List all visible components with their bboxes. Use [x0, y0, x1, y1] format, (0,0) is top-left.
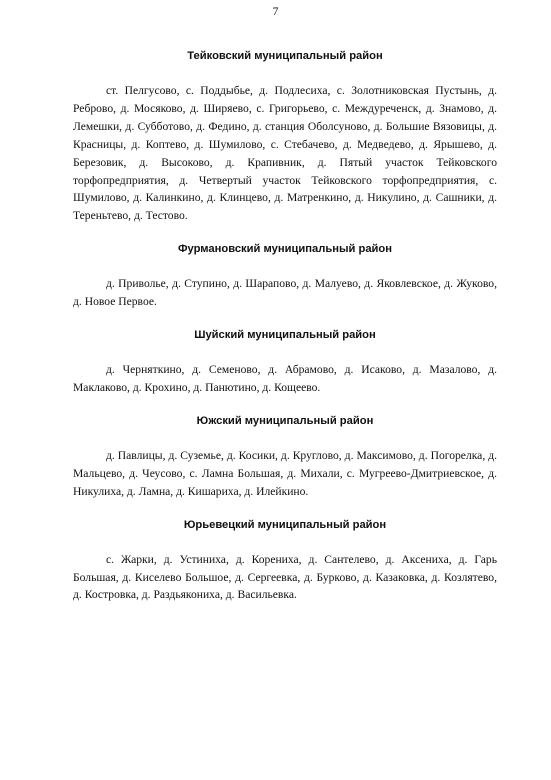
- section-paragraph: д. Черняткино, д. Семеново, д. Абрамово, д. Исаково, д. Мазалово, д. Маклаково, д. Крохино, д. Панютино, д. Кощеево.: [73, 363, 497, 394]
- section-yurievetsky: [73, 517, 497, 605]
- section-paragraph: д. Приволье, д. Ступино, д. Шарапово, д. Малуево, д. Яковлевское, д. Жуково, д. Новое Первое.: [73, 277, 497, 309]
- section-heading: Тейковский муниципальный район: [187, 50, 383, 62]
- section-paragraph: с. Жарки, д. Устиниха, д. Корениха, д. Сантелево, д. Аксениха, д. Гарь Большая, д. Киселево Большое, д. Сергеевка, д. Бурково, д. Казаковка, д. Козлятево, д. Костровка, д. Раздьякониха, д. Васильевка.: [73, 552, 497, 602]
- section-heading: Южский муниципальный район: [196, 414, 374, 427]
- section-teikovsky: [73, 48, 497, 225]
- page-content: [73, 48, 497, 604]
- section-furmanovsky: [73, 241, 497, 311]
- section-paragraph: д. Павлицы, д. Суземье, д. Косики, д. Круглово, д. Максимово, д. Погорелка, д. Мальцево, д. Чеусово, с. Ламна Большая, д. Михали, с. Мугреево-Дмитриевское, д. Никулиха, д. Ламна, д. Кишариха, д. Илейкино.: [73, 448, 497, 498]
- page-number: 7: [272, 6, 279, 18]
- section-yuzhsky: [73, 413, 497, 501]
- section-heading: Фурмановский муниципальный район: [177, 243, 393, 256]
- section-paragraph: ст. Пелгусово, с. Поддыбье, д. Подлесиха, с. Золотниковская Пустынь, д. Реброво, д. Мосяково, д. Ширяево, с. Григорьево, с. Междуреченск, д. Знамово, д. Лемешки, д. Субботово, д. Федино, д. станция Оболсуново, д. Большие Вязовицы, д. Красницы, д. Коптево, д. Шумилово, с. Стебачево, д. Медведево, д. Ярышево, д. Березовик, д. Высоково, д. Крапивник, д. Пятый участок Тейковского торфопредприятия, д. Четвертый участок Тейковского торфопредприятия, с. Шумилово, д. Калинкино, д. Клинцево, д. Матренкино, д. Никулино, д. Сашники, д. Тереньтево, д. Тестово.: [73, 84, 497, 223]
- section-heading: Юрьевецкий муниципальный район: [183, 518, 387, 531]
- section-heading: Шуйский муниципальный район: [194, 329, 376, 342]
- section-shuisky: [73, 327, 497, 397]
